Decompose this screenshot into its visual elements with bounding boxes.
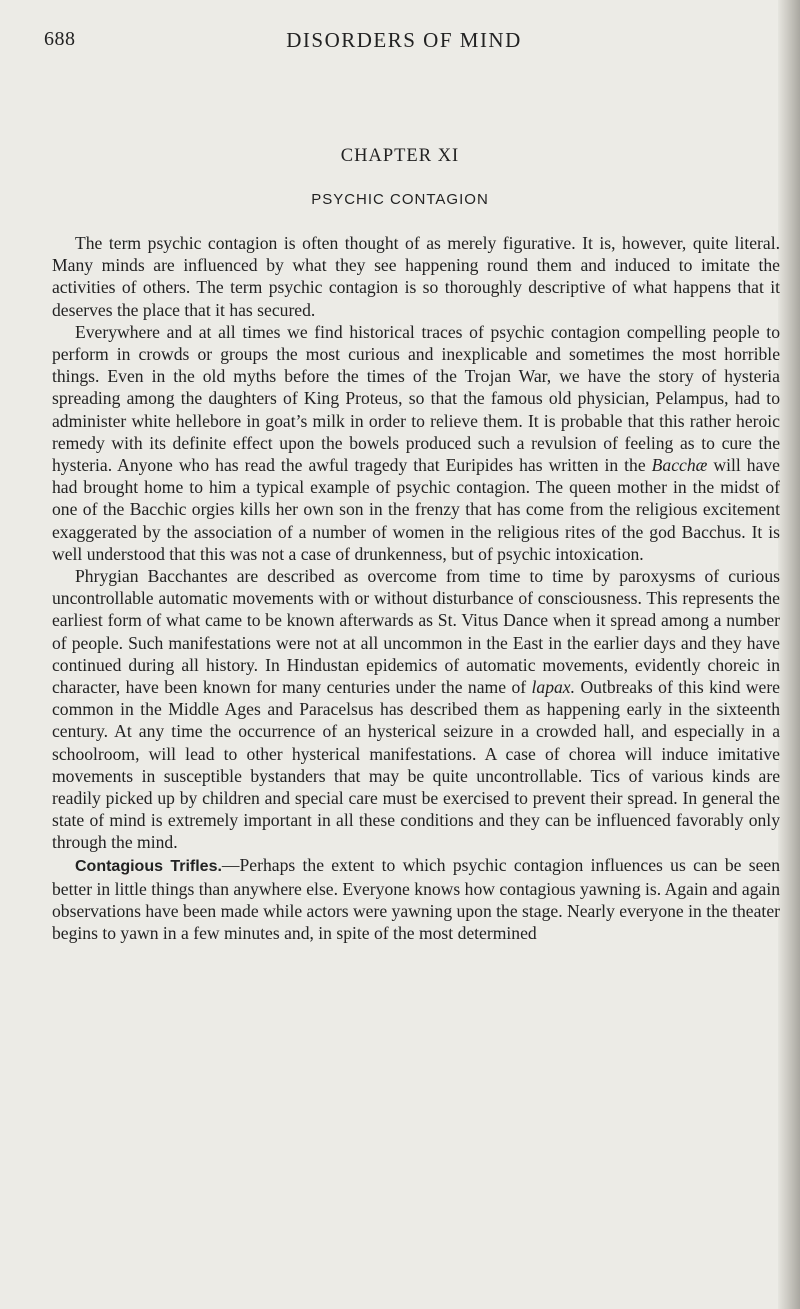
paragraph-text: Phrygian Bacchantes are described as overcome from time to time by paroxysms of curious uncontrollable automatic movements with or without disturbance of consciousness. This represents the earliest form of what came to be known afterwards as St. Vitus Dance when it spread among a number of people. Such manifestations were not at all uncommon in the East in the earlier days and they have continued during all history. In Hindustan epidemics of automatic movements, evidently choreic in character, have been known for many centuries under the name of: [52, 566, 780, 698]
paragraph: [52, 232, 780, 321]
running-head: [44, 28, 764, 58]
paragraph: [52, 565, 780, 854]
page-number: 688: [44, 28, 76, 50]
italic-term: lapax.: [531, 677, 576, 698]
body-text: [52, 232, 780, 945]
paragraph-text: Everywhere and at all times we find historical traces of psychic contagion compelling people to perform in crowds or groups the most curious and inexplicable and sometimes the most horrible things. Even in the old myths before the times of the Trojan War, we have the story of hysteria spreading among the daughters of King Proteus, so that the famous old physician, Pelampus, had to administer white hellebore in goat’s milk in order to relieve them. It is probable that this rather heroic remedy with its definite effect upon the bowels produced such a revulsion of feeling as to cure the hysteria. Anyone who has read the awful tragedy that Euripides has written in the: [52, 321, 780, 476]
paragraph: [52, 321, 780, 565]
chapter-heading: CHAPTER XI: [340, 146, 460, 166]
run-in-heading: Contagious Trifles.: [75, 857, 222, 875]
paragraph-text: will have had brought home to him a typical example of psychic contagion. The queen mother in the midst of one of the Bacchic orgies kills her own son in the frenzy that has come from the religious excitement exaggerated by the association of a number of women in the religious rites of the god Bacchus. It is well understood that this was not a case of drunkenness, but of psychic intoxication.: [52, 455, 780, 564]
paragraph-text: Outbreaks of this kind were common in the Middle Ages and Paracelsus has described them as happening early in the sixteenth century. At any time the occurrence of an hysterical seizure in a crowded hall, and especially in a schoolroom, will lead to other hysterical manifestations. A case of chorea will induce imitative movements in susceptible bystanders that may be quite uncontrollable. Tics of various kinds are readily picked up by children and special care must be exercised to prevent their spread. In general the state of mind is extremely important in all these conditions and they can be influenced favorably only through the mind.: [52, 677, 780, 853]
chapter-subtitle: PSYCHIC CONTAGION: [311, 191, 489, 208]
italic-title: Bacchæ: [651, 455, 708, 476]
running-title: DISORDERS OF MIND: [286, 28, 522, 52]
paragraph: [52, 854, 780, 945]
paragraph-text: —Perhaps the extent to which psychic contagion influences us can be seen better in little things than anywhere else. Everyone knows how contagious yawning is. Again and again observations have been made while actors were yawning upon the stage. Nearly everyone in the theater begins to yawn in a few minutes and, in spite of the most determined: [52, 854, 780, 944]
paragraph-text: The term psychic contagion is often thought of as merely figurative. It is, however, quite literal. Many minds are influenced by what they see happening round them and induced to imitate the activities of others. The term psychic contagion is so thoroughly descriptive of what happens that it deserves the place that it has secured.: [52, 233, 780, 320]
